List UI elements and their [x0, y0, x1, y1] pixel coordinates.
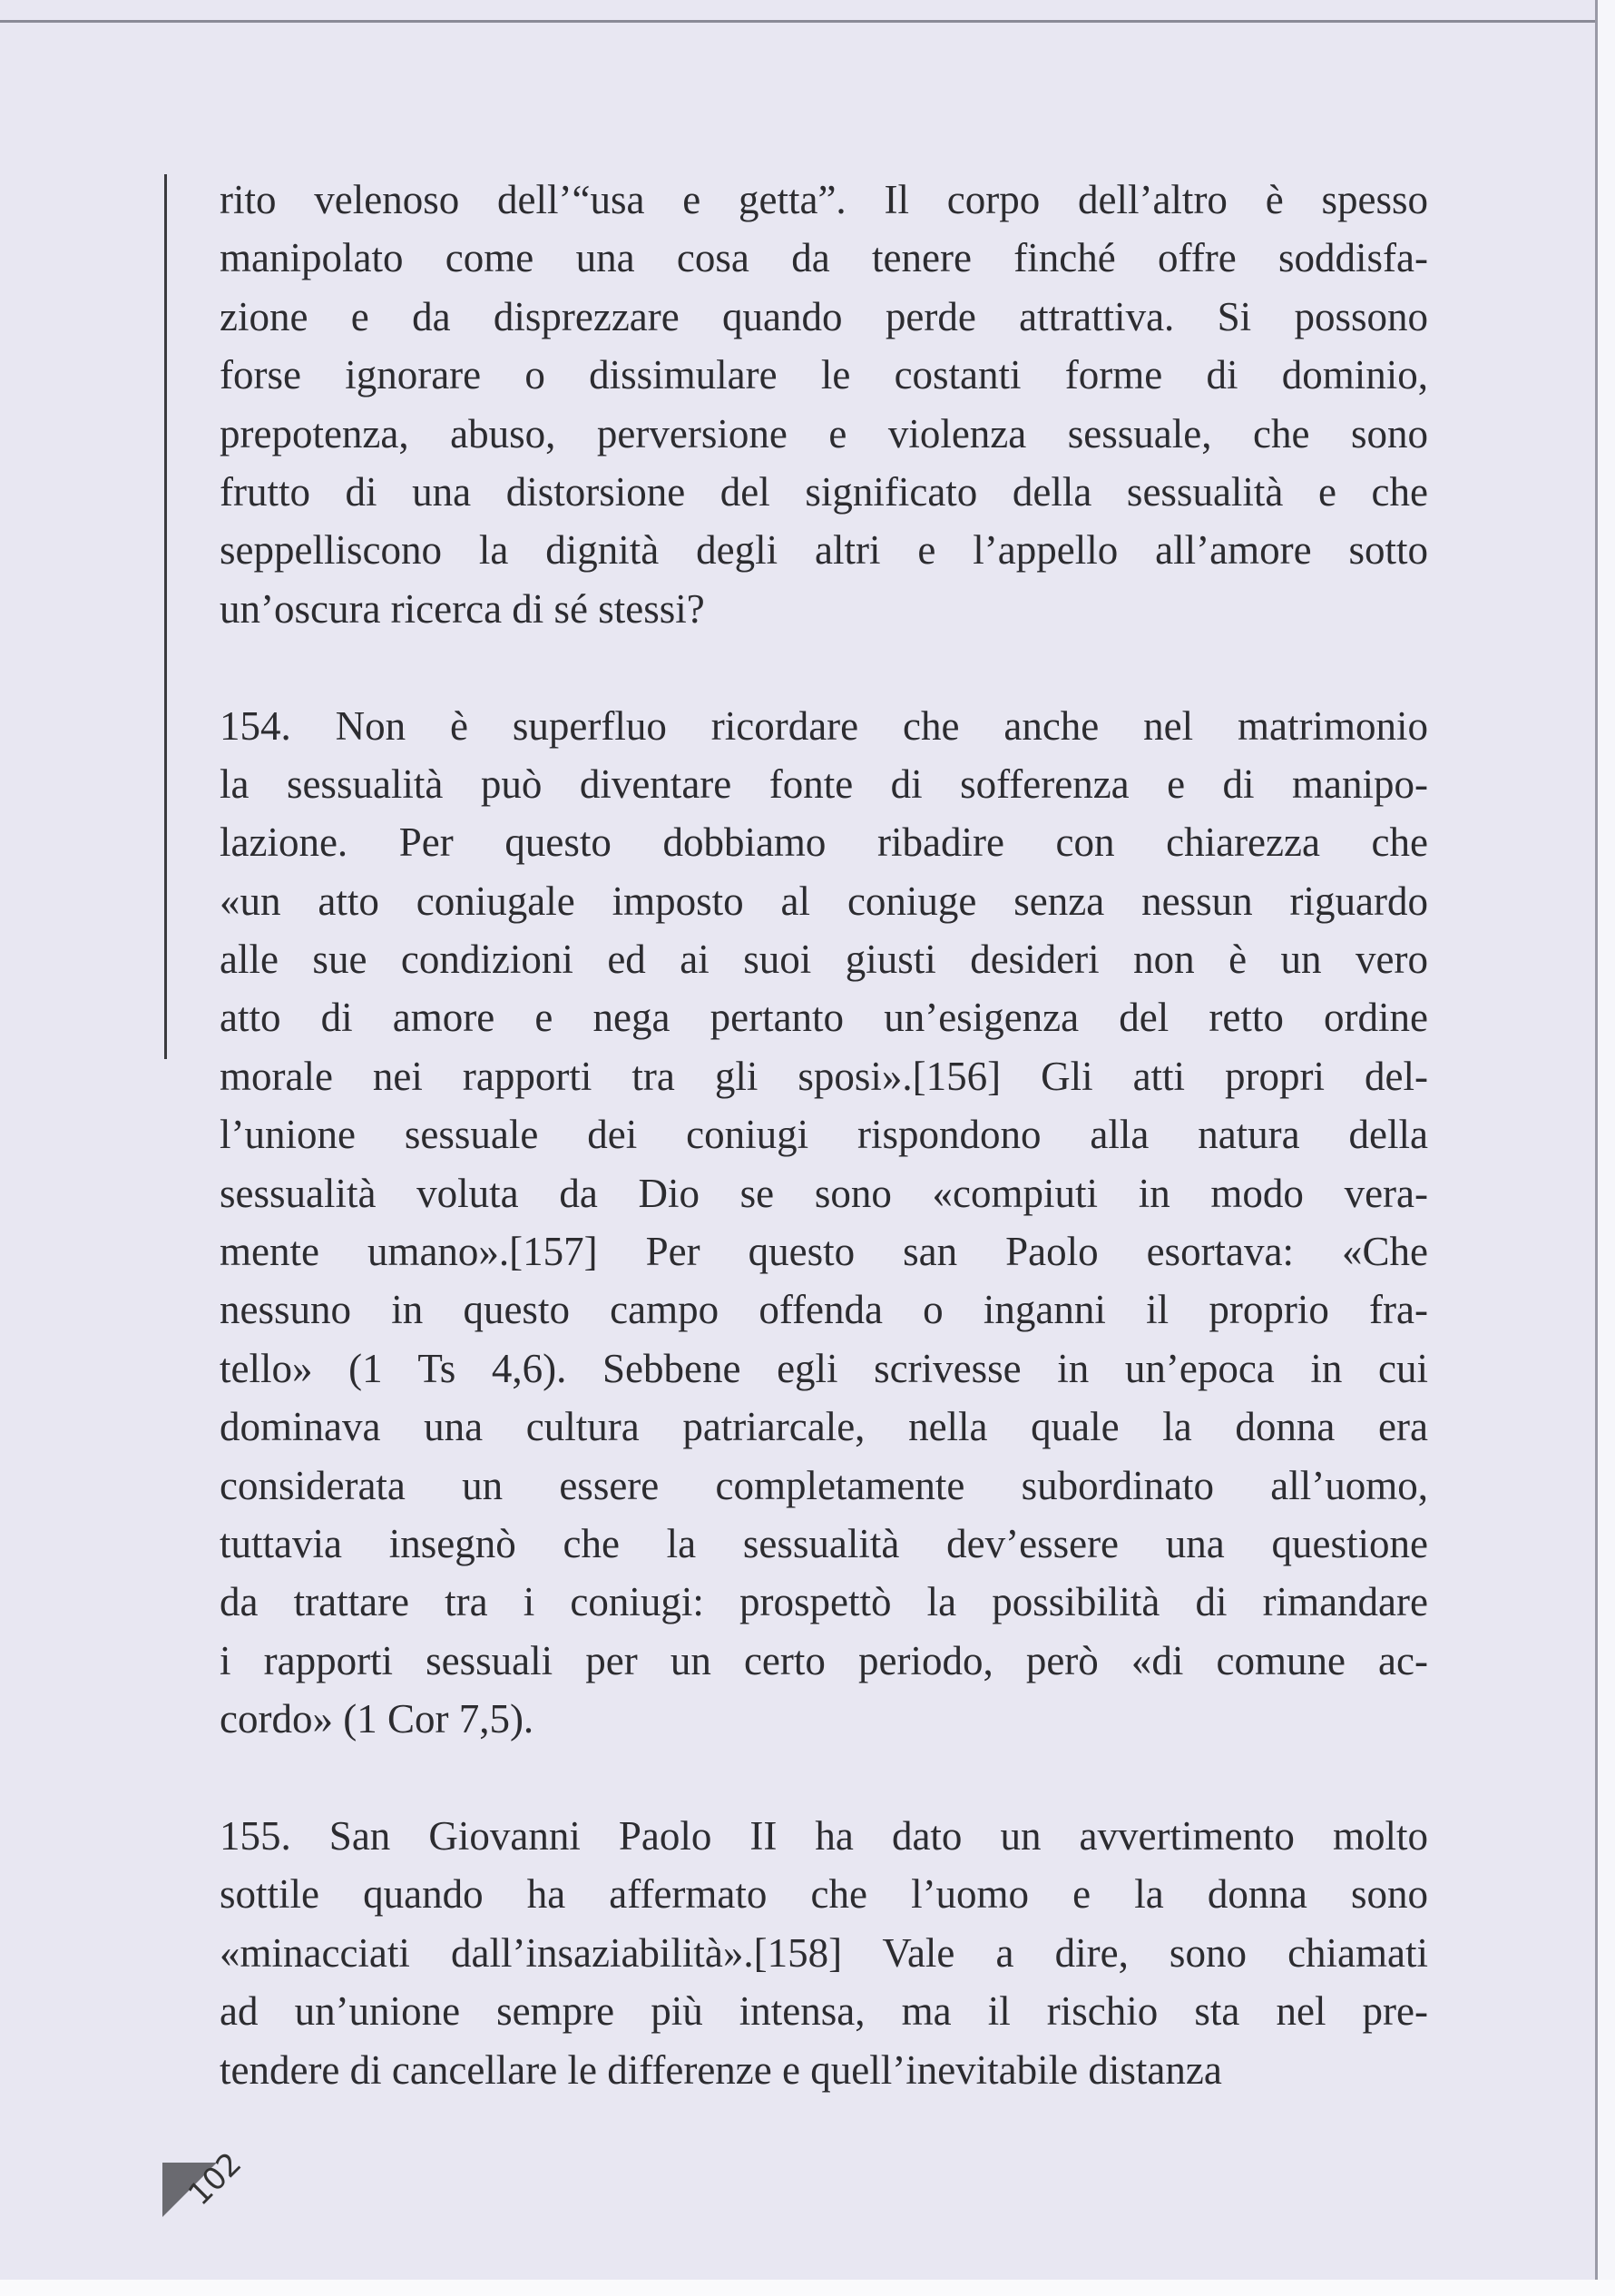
text-line: ad un’unione sempre più intensa, ma il rischio sta nel pre- [220, 1988, 1428, 2035]
text-line: i rapporti sessuali per un certo periodo, però «di comune ac- [220, 1637, 1428, 1683]
text-line: frutto di una distorsione del significato della sessualità e che [220, 468, 1428, 515]
text-line: 155. San Giovanni Paolo II ha dato un avvertimento molto [220, 1812, 1428, 1859]
text-line: tuttavia insegnò che la sessualità dev’essere una questione [220, 1520, 1428, 1566]
text-line: rito velenoso dell’“usa e getta”. Il corpo dell’altro è spesso [220, 177, 1428, 222]
paragraph [220, 697, 1428, 1749]
text-line: prepotenza, abuso, perversione e violenza sessuale, che sono [220, 410, 1428, 456]
text-line: forse ignorare o dissimulare le costanti forme di dominio, [220, 352, 1428, 398]
body-text [220, 171, 1428, 2099]
text-line: considerata un essere completamente subordinato all’uomo, [220, 1462, 1428, 1508]
text-line: «minacciati dall’insaziabilità».[158] Vale a dire, sono chiamati [220, 1929, 1428, 1976]
page-right-edge [1595, 0, 1615, 2296]
text-line: atto di amore e nega pertanto un’esigenza del retto ordine [220, 995, 1428, 1041]
text-line: zione e da disprezzare quando perde attrattiva. Si possono [220, 293, 1428, 339]
paragraph-gap [220, 638, 1428, 696]
text-line: manipolato come una cosa da tenere finché offre soddisfa- [220, 235, 1428, 281]
text-line: tello» (1 Ts 4,6). Sebbene egli scrivesse in un’epoca in cui [220, 1345, 1428, 1391]
text-line: «un atto coniugale imposto al coniuge senza nessun riguardo [220, 878, 1428, 924]
text-line: mente umano».[157] Per questo san Paolo esortava: «Che [220, 1229, 1428, 1275]
paragraph [220, 171, 1428, 638]
text-line: seppelliscono la dignità degli altri e l’appello all’amore sotto [220, 527, 1428, 574]
text-line: sessualità voluta da Dio se sono «compiuti in modo vera- [220, 1170, 1428, 1216]
paragraph [220, 1807, 1428, 2099]
text-line: lazione. Per questo dobbiamo ribadire con chiarezza che [220, 819, 1428, 866]
margin-rule [164, 174, 167, 1059]
text-line: 154. Non è superfluo ricordare che anche nel matrimonio [220, 702, 1428, 749]
text-line: cordo» (1 Cor 7,5). [220, 1696, 534, 1742]
page-top-edge [0, 20, 1597, 23]
text-line: sottile quando ha affermato che l’uomo e la donna sono [220, 1871, 1428, 1918]
text-line: nessuno in questo campo offenda o inganni il proprio fra- [220, 1287, 1428, 1333]
text-line: un’oscura ricerca di sé stessi? [220, 585, 705, 632]
text-line: da trattare tra i coniugi: prospettò la possibilità di rimandare [220, 1579, 1428, 1625]
text-line: alle sue condizioni ed ai suoi giusti desideri non è un vero [220, 937, 1428, 983]
text-line: la sessualità può diventare fonte di sofferenza e di manipo- [220, 760, 1428, 807]
text-line: dominava una cultura patriarcale, nella quale la donna era [220, 1404, 1428, 1450]
page-bottom-edge [0, 2280, 1615, 2296]
text-line: morale nei rapporti tra gli sposi».[156] Gli atti propri del- [220, 1053, 1428, 1099]
page-number: 102 [181, 2145, 250, 2213]
text-line: l’unione sessuale dei coniugi rispondono alla natura della [220, 1112, 1428, 1158]
text-line: tendere di cancellare le differenze e quell’inevitabile distanza [220, 2046, 1222, 2093]
paragraph-gap [220, 1749, 1428, 1807]
